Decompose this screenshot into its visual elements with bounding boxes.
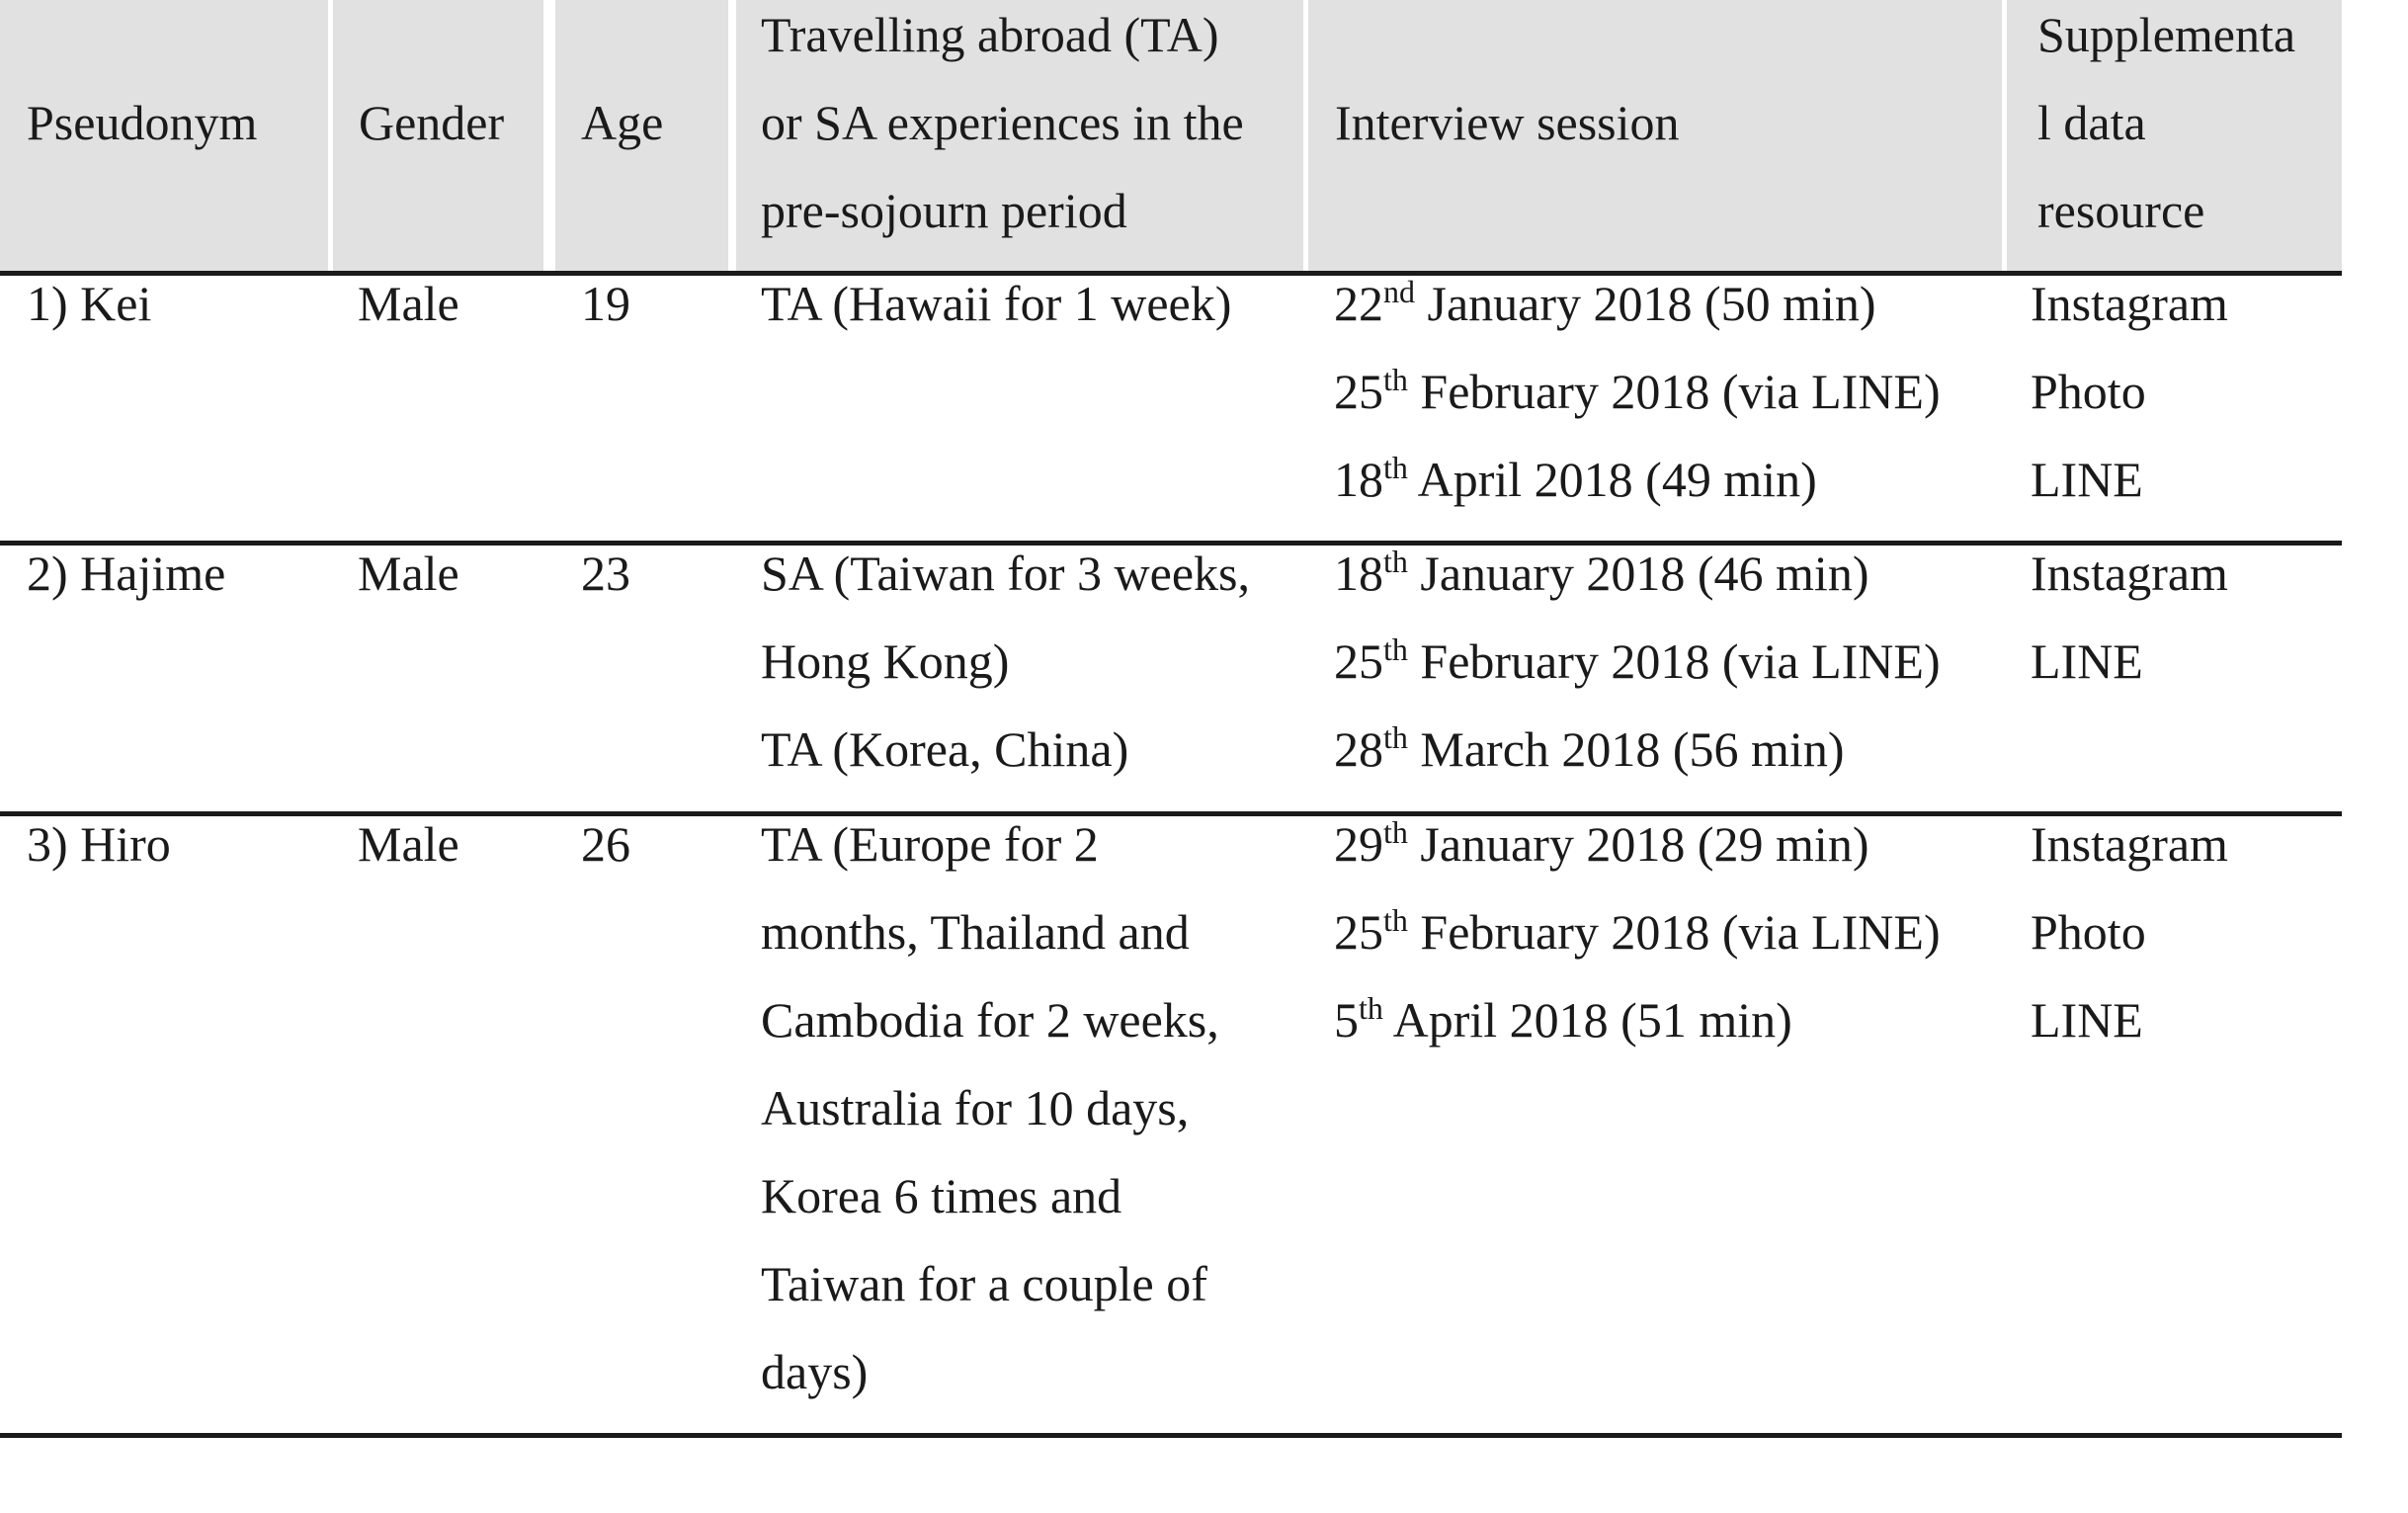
row-2-pseudonym-text: 2) Hajime: [27, 546, 226, 601]
date-rest: February 2018 (via LINE): [1407, 364, 1941, 419]
day: 18: [1334, 452, 1383, 507]
header-cell-interview: [1308, 0, 2002, 271]
row-3-travel: [761, 800, 1219, 1416]
header-pseudonym: [27, 0, 257, 167]
ordinal-suffix: nd: [1383, 274, 1415, 309]
row-2-age: [581, 530, 630, 618]
row-3-interview-2: [1334, 888, 1941, 976]
row-1-supplemental-3: LINE: [2031, 452, 2143, 507]
row-2-supplemental-1: Instagram: [2031, 546, 2228, 601]
row-3-supplemental-2: Photo: [2031, 904, 2146, 960]
row-1-gender-text: Male: [358, 276, 459, 331]
day: 25: [1334, 364, 1383, 419]
header-travel-line-2: or SA experiences in the: [761, 95, 1244, 150]
row-3-age-text: 26: [581, 816, 630, 872]
row-2-travel-line-2: Hong Kong): [761, 633, 1010, 689]
row-2-supplemental: [2031, 530, 2228, 706]
row-2-interview: [1334, 530, 1941, 794]
date-rest: April 2018 (51 min): [1382, 992, 1792, 1048]
header-travel-line-3: pre-sojourn period: [761, 183, 1127, 238]
header-cell-age: [555, 0, 728, 271]
row-1-interview: [1334, 260, 1941, 524]
ordinal-suffix: th: [1383, 902, 1408, 938]
row-3-travel-line-7: days): [761, 1344, 869, 1399]
header-supplemental-line-2: l data: [2037, 95, 2146, 150]
row-2-travel-line-3: TA (Korea, China): [761, 721, 1129, 777]
header-cell-supplemental: [2007, 0, 2342, 271]
row-3-gender-text: Male: [358, 816, 459, 872]
header-travel-line-1: Travelling abroad (TA): [761, 7, 1219, 62]
row-3-travel-line-5: Korea 6 times and: [761, 1168, 1122, 1223]
row-2-interview-1: [1334, 530, 1941, 618]
row-2-interview-3: [1334, 706, 1941, 794]
date-rest: February 2018 (via LINE): [1407, 633, 1941, 689]
row-3-pseudonym-text: 3) Hiro: [27, 816, 171, 872]
row-1-supplemental-2: Photo: [2031, 364, 2146, 419]
row-3-interview-1: [1334, 800, 1941, 888]
row-1-age-text: 19: [581, 276, 630, 331]
header-gender-line: Gender: [359, 95, 505, 150]
row-2-pseudonym: [27, 530, 225, 618]
header-cell-gender: [333, 0, 543, 271]
date-rest: January 2018 (46 min): [1407, 546, 1869, 601]
date-rest: April 2018 (49 min): [1407, 452, 1817, 507]
day: 25: [1334, 904, 1383, 960]
header-cell-pseudonym: [0, 0, 328, 271]
day: 25: [1334, 633, 1383, 689]
day: 5: [1334, 992, 1359, 1048]
row-2-gender-text: Male: [358, 546, 459, 601]
day: 28: [1334, 721, 1383, 777]
header-supplemental-line-3: resource: [2037, 183, 2205, 238]
row-3-interview: [1334, 800, 1941, 1064]
day: 18: [1334, 546, 1383, 601]
row-1-interview-2: [1334, 348, 1941, 436]
day: 22: [1334, 276, 1383, 331]
row-3-travel-line-2: months, Thailand and: [761, 904, 1190, 960]
ordinal-suffix: th: [1383, 362, 1408, 397]
table-bottom-rule: [0, 1433, 2342, 1438]
header-interview: [1335, 0, 1680, 167]
row-1-interview-1: [1334, 260, 1941, 348]
ordinal-suffix: th: [1383, 631, 1408, 667]
date-rest: March 2018 (56 min): [1407, 721, 1845, 777]
header-supplemental-line-1: Supplementa: [2037, 7, 2296, 62]
row-3-travel-line-4: Australia for 10 days,: [761, 1080, 1190, 1135]
row-2-travel: [761, 530, 1250, 794]
row-3-supplemental: [2031, 800, 2228, 1064]
row-1-supplemental-1: Instagram: [2031, 276, 2228, 331]
row-3-supplemental-3: LINE: [2031, 992, 2143, 1048]
row-3-pseudonym: [27, 800, 171, 888]
row-1-interview-3: [1334, 436, 1941, 524]
header-cell-travel: [736, 0, 1303, 271]
header-supplemental: [2037, 0, 2295, 255]
row-3-interview-3: [1334, 976, 1941, 1064]
row-3-supplemental-1: Instagram: [2031, 816, 2228, 872]
header-age-line: Age: [581, 95, 664, 150]
row-1-supplemental: [2031, 260, 2228, 524]
header-gender: [359, 0, 504, 167]
row-2-interview-2: [1334, 618, 1941, 706]
row-1-pseudonym-text: 1) Kei: [27, 276, 152, 331]
row-1-pseudonym: [27, 260, 151, 348]
date-rest: February 2018 (via LINE): [1407, 904, 1941, 960]
ordinal-suffix: th: [1383, 450, 1408, 485]
row-2-age-text: 23: [581, 546, 630, 601]
header-interview-line: Interview session: [1335, 95, 1680, 150]
ordinal-suffix: th: [1383, 719, 1408, 755]
ordinal-suffix: th: [1383, 544, 1408, 579]
date-rest: January 2018 (29 min): [1407, 816, 1869, 872]
row-3-gender: [358, 800, 459, 888]
row-3-travel-line-3: Cambodia for 2 weeks,: [761, 992, 1219, 1048]
row-1-travel-line-1: TA (Hawaii for 1 week): [761, 276, 1232, 331]
day: 29: [1334, 816, 1383, 872]
row-1-gender: [358, 260, 459, 348]
row-1-age: [581, 260, 630, 348]
ordinal-suffix: th: [1359, 990, 1383, 1026]
ordinal-suffix: th: [1383, 814, 1408, 850]
row-3-travel-line-1: TA (Europe for 2: [761, 816, 1099, 872]
row-3-age: [581, 800, 630, 888]
date-rest: January 2018 (50 min): [1415, 276, 1876, 331]
row-2-supplemental-2: LINE: [2031, 633, 2143, 689]
row-3-travel-line-6: Taiwan for a couple of: [761, 1256, 1207, 1311]
header-pseudonym-line: Pseudonym: [27, 95, 258, 150]
row-1-travel: [761, 260, 1231, 348]
header-travel: [761, 0, 1244, 255]
header-age: [581, 0, 663, 167]
table-header: [0, 0, 2342, 271]
row-2-travel-line-1: SA (Taiwan for 3 weeks,: [761, 546, 1250, 601]
row-2-gender: [358, 530, 459, 618]
